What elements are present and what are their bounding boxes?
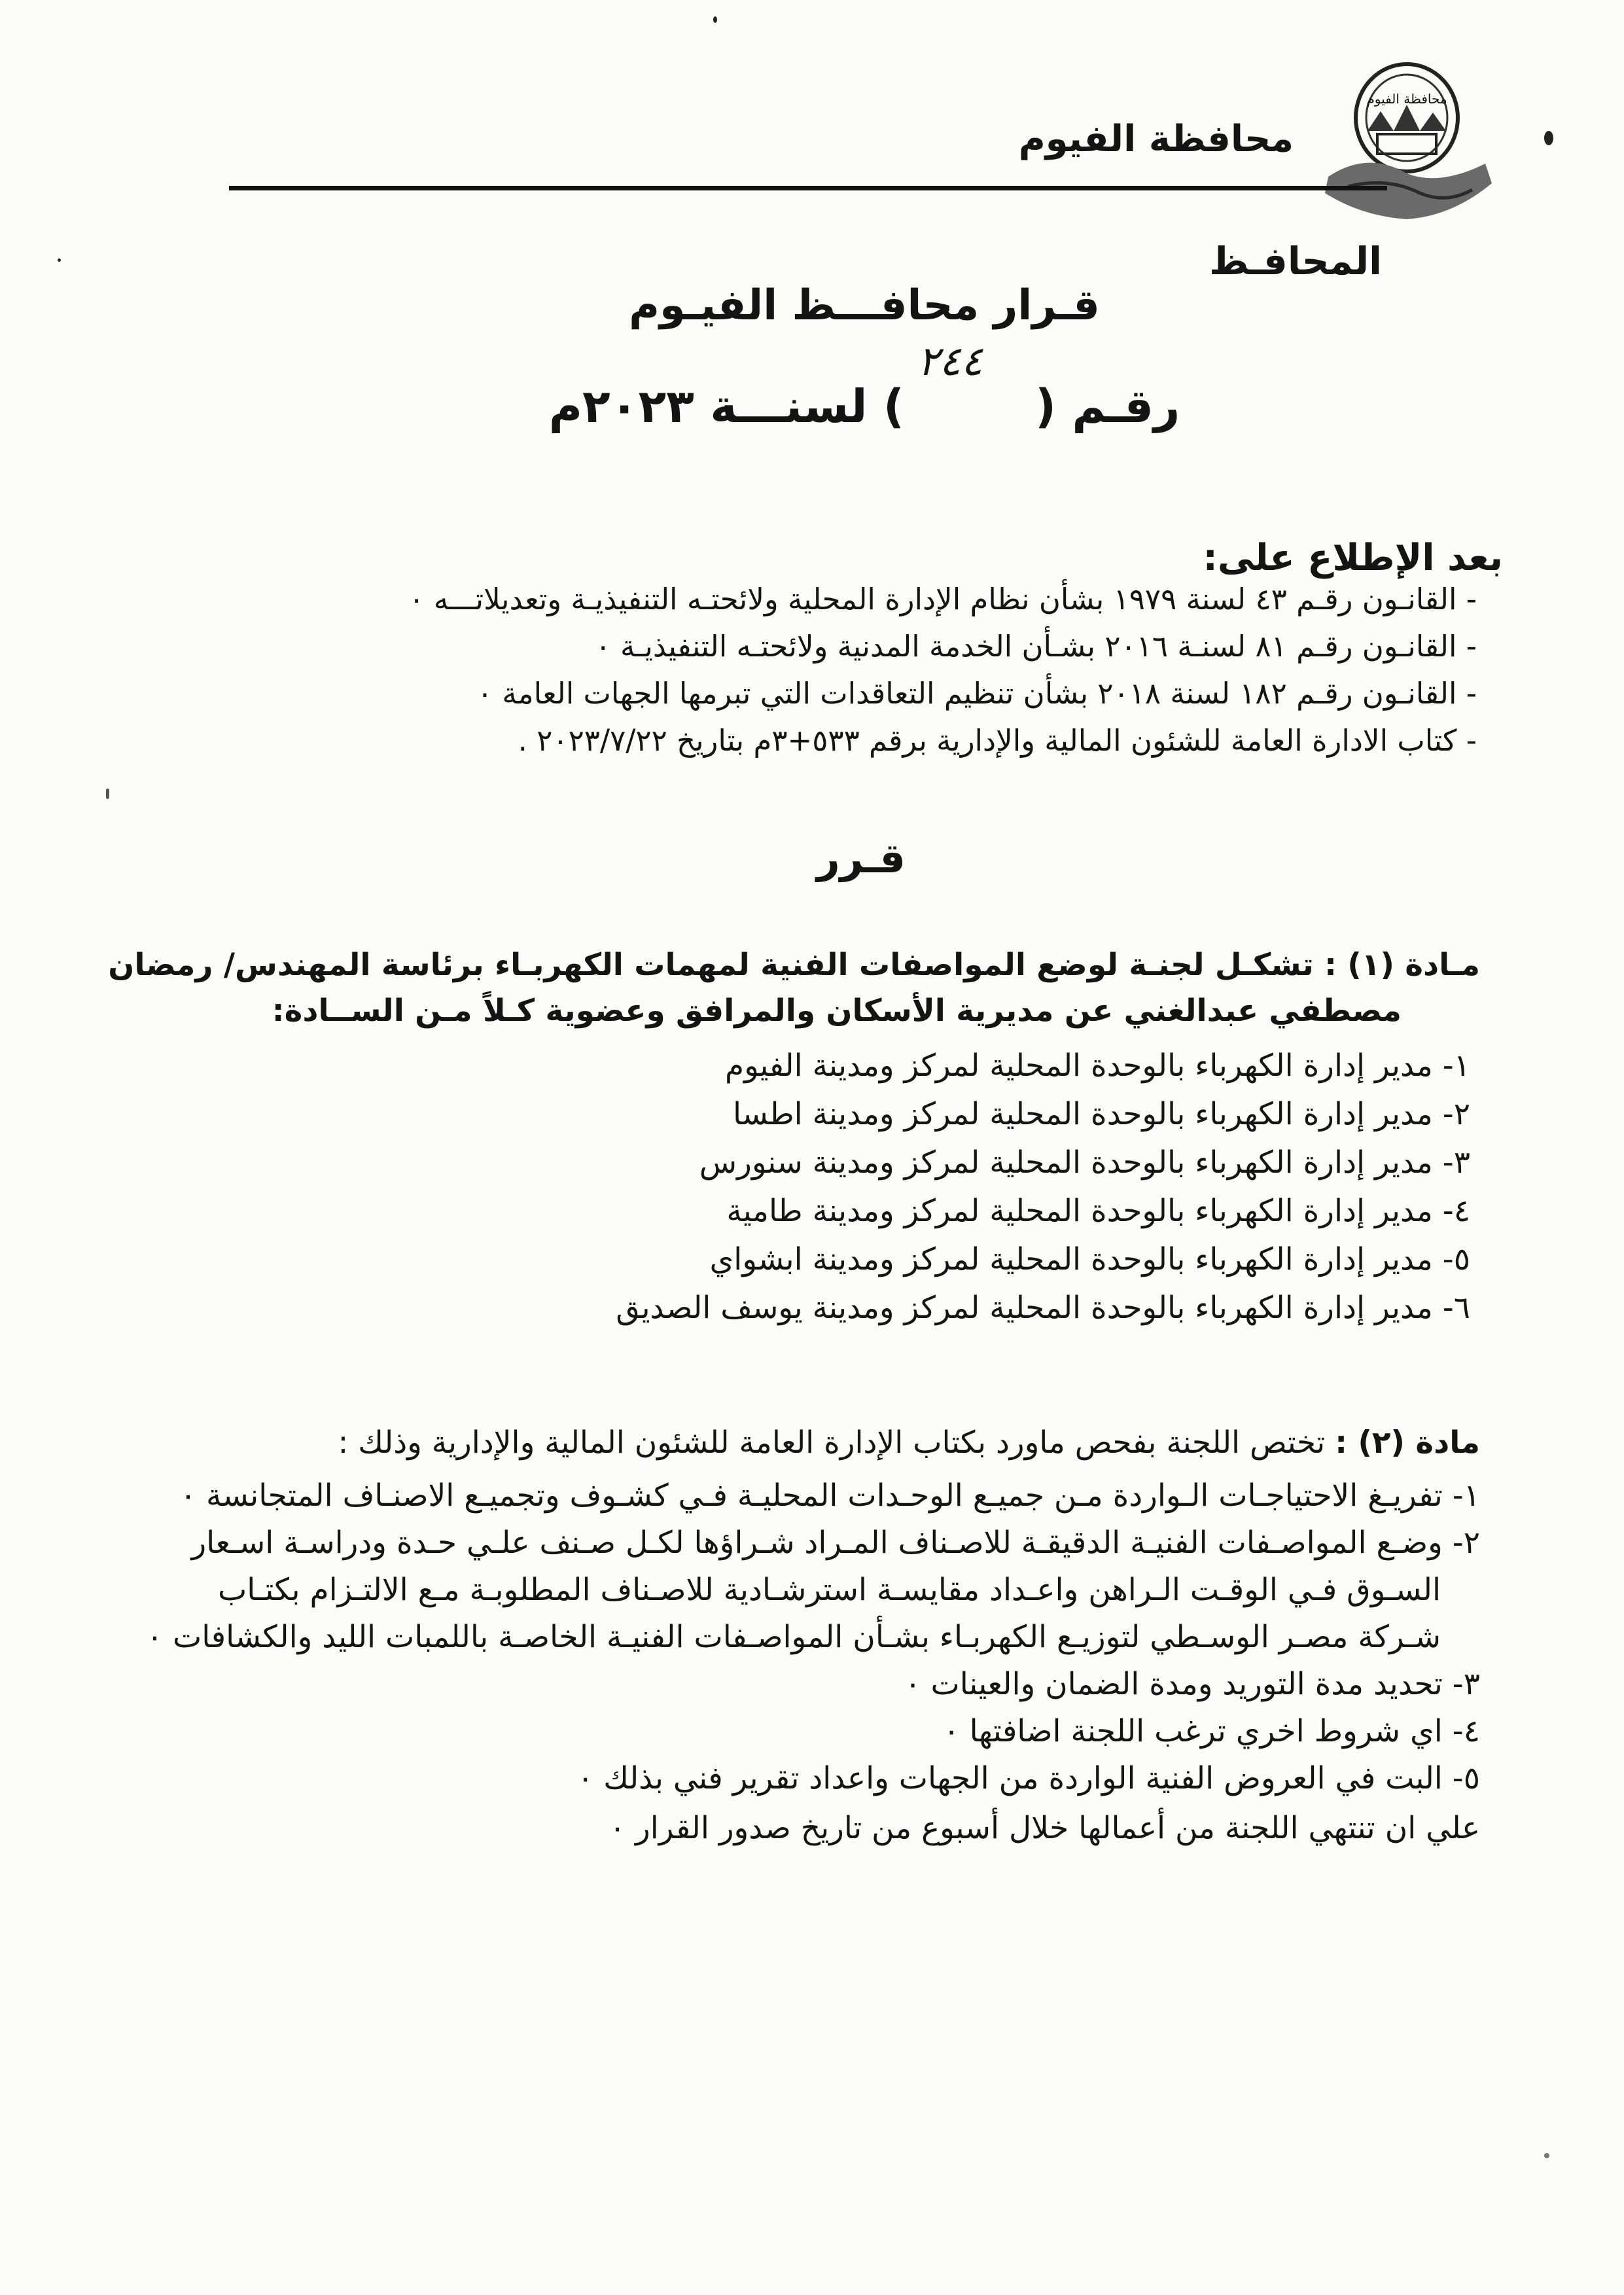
article-2-head: [139, 1420, 1480, 1466]
header-divider: [229, 186, 1387, 190]
decree-number: [0, 337, 1624, 433]
scan-speck: [58, 258, 61, 262]
committee-tasks-list: [139, 1472, 1480, 1802]
handwritten-number: ٢٤٤: [917, 337, 983, 385]
preamble-item: - القانـون رقـم ٨١ لسنـة ٢٠١٦ بشـأن الخدمة المدنية ولائحتـه التنفيذيـة ٠: [595, 629, 1477, 664]
closing-statement: علي ان تنتهي اللجنة من أعمالها خلال أسبوع من تاريخ صدور القرار ٠: [609, 1810, 1480, 1846]
preamble-item: - كتاب الادارة العامة للشئون المالية والإدارية برقم ٥٣٣+٣م بتاريخ ٢٠٢٣/٧/٢٢ .: [518, 723, 1477, 758]
article-2: [139, 1420, 1480, 1852]
scan-speck: [106, 789, 109, 799]
preamble-heading: بعد الإطلاع على:: [1203, 537, 1503, 579]
emblem-caption: محافظة الفيوم: [1366, 91, 1447, 107]
scan-speck: [1544, 2153, 1549, 2158]
article-1-head: [108, 942, 1480, 988]
committee-member: ١- مدير إدارة الكهرباء بالوحدة المحلية لمركز ومدينة الفيوم: [724, 1048, 1470, 1084]
fayoum-emblem-icon: [1309, 52, 1505, 229]
preamble-list: [135, 576, 1477, 764]
committee-member: ٣- مدير إدارة الكهرباء بالوحدة المحلية لمركز ومدينة سنورس: [699, 1145, 1470, 1181]
committee-member: ٥- مدير إدارة الكهرباء بالوحدة المحلية لمركز ومدينة ابشواي: [709, 1241, 1470, 1277]
scan-speck: [1544, 131, 1553, 145]
scan-speck: [713, 16, 717, 23]
decided-heading: قـرر: [816, 834, 906, 882]
decree-number-prefix: رقـم (: [1034, 380, 1180, 433]
decree-number-suffix: ) لسنـــة ٢٠٢٣م: [548, 380, 904, 433]
committee-member: ٢- مدير إدارة الكهرباء بالوحدة المحلية لمركز ومدينة اطسا: [732, 1096, 1470, 1132]
decree-number-slot: [904, 337, 1035, 422]
article-1: [108, 942, 1480, 1332]
committee-task: ٥- البت في العروض الفنية الواردة من الجهات واعداد تقرير فني بذلك ٠: [577, 1760, 1480, 1796]
governorate-name: محافظة الفيوم: [1018, 118, 1294, 160]
committee-task: ٢- وضـع المواصـفات الفنيـة الدقيقـة للاصـناف المـراد شـراؤها لكـل صـنف علـي حـدة ودراسـة اسـعار السـوق فـي الوقـت الـراهن واعـداد مقايسـة استرشـادية للاصـناف المطلوبـة مـع الالتـزام بكتـاب شـركة مصـر الوسـطي لتوزيـع الكهربـاء بشـأن المواصـفات الفنيـة الخاصـة باللمبات الليد والكشافات ٠: [146, 1525, 1480, 1655]
article-1-label: مـادة (١) :: [1324, 947, 1480, 983]
committee-task: ١- تفريـغ الاحتياجـات الـواردة مـن جميـع الوحـدات المحليـة فـي كشـوف وتجميـع الاصنـاف المتجانسة ٠: [179, 1478, 1480, 1514]
committee-members-list: [139, 1042, 1480, 1332]
committee-task: ٤- اي شروط اخري ترغب اللجنة اضافتها ٠: [943, 1713, 1480, 1749]
preamble-item: - القانـون رقـم ١٨٢ لسنة ٢٠١٨ بشأن تنظيم التعاقدات التي تبرمها الجهات العامة ٠: [476, 676, 1477, 711]
article-1-text-line2: مصطفي عبدالغني عن مديرية الأسكان والمرافق وعضوية كـلاً مـن الســادة:: [272, 993, 1402, 1029]
committee-task: ٣- تحديد مدة التوريد ومدة الضمان والعينات ٠: [904, 1666, 1480, 1702]
decree-title: قـرار محافـــظ الفيـوم: [629, 281, 1100, 330]
committee-member: ٤- مدير إدارة الكهرباء بالوحدة المحلية لمركز ومدينة طامية: [726, 1193, 1470, 1229]
preamble-item: - القانـون رقـم ٤٣ لسنة ١٩٧٩ بشأن نظام الإدارة المحلية ولائحتـه التنفيذيـة وتعديلاتـــه ٠: [408, 582, 1477, 616]
article-2-label: مادة (٢) :: [1335, 1425, 1480, 1461]
article-2-text: تختص اللجنة بفحص ماورد بكتاب الإدارة العامة للشئون المالية والإدارية وذلك :: [338, 1425, 1326, 1461]
committee-member: ٦- مدير إدارة الكهرباء بالوحدة المحلية لمركز ومدينة يوسف الصديق: [616, 1290, 1470, 1326]
article-1-text-line1: تشكـل لجنـة لوضع المواصفات الفنية لمهمات الكهربـاء برئاسة المهندس/ رمضان: [108, 947, 1314, 983]
issuer-role: المحافـظ: [1209, 239, 1382, 283]
